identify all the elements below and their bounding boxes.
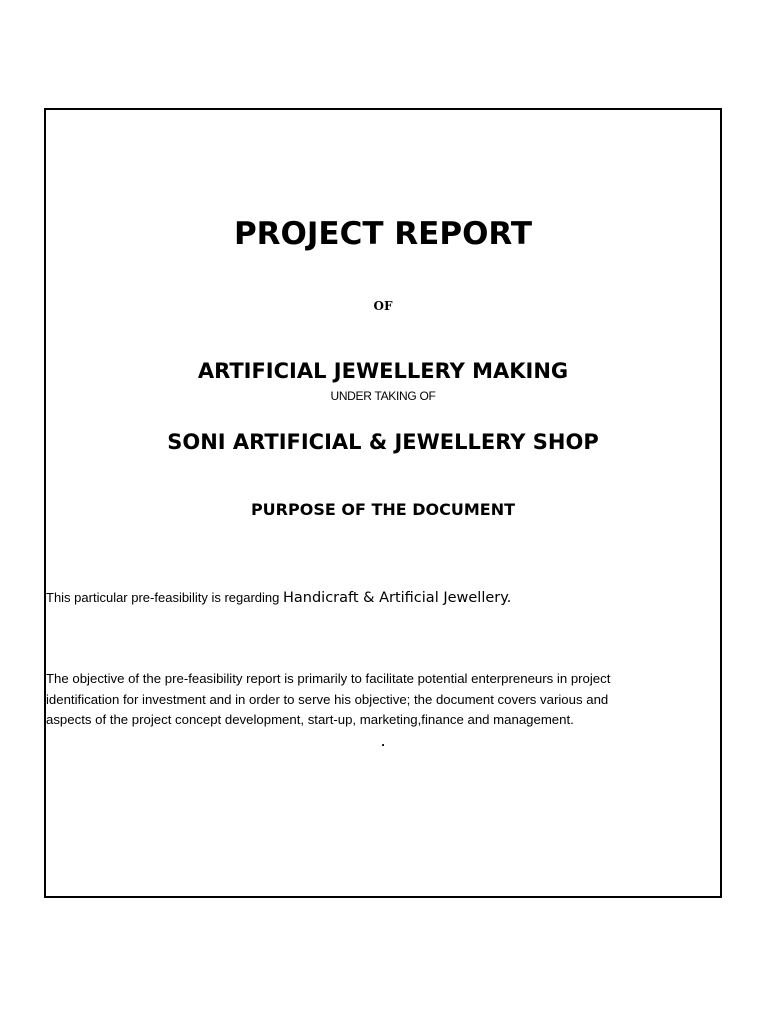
regarding-paragraph — [46, 588, 718, 608]
objective-line: aspects of the project concept development, start-up, marketing,finance and management. — [46, 712, 574, 727]
objective-line: identification for investment and in order to serve his objective; the document covers various and — [46, 691, 609, 707]
page-border-frame — [44, 108, 722, 898]
objective-paragraph — [46, 669, 718, 731]
regarding-prefix: This particular pre-feasibility is regarding — [46, 590, 283, 605]
shop-name: SONI ARTIFICIAL & JEWELLERY SHOP — [167, 430, 599, 454]
document-title: PROJECT REPORT — [233, 216, 533, 252]
regarding-subject: Handicraft & Artificial Jewellery. — [282, 590, 512, 606]
undertaking-label: UNDER TAKING OF — [330, 389, 436, 403]
report-subject: ARTIFICIAL JEWELLERY MAKING — [197, 359, 569, 383]
trailing-period: . — [381, 734, 385, 749]
objective-line: The objective of the pre-feasibility report is primarily to facilitate potential enterpreneurs in project — [46, 671, 611, 686]
purpose-heading: PURPOSE OF THE DOCUMENT — [250, 500, 516, 519]
of-connector: OF — [373, 299, 393, 313]
